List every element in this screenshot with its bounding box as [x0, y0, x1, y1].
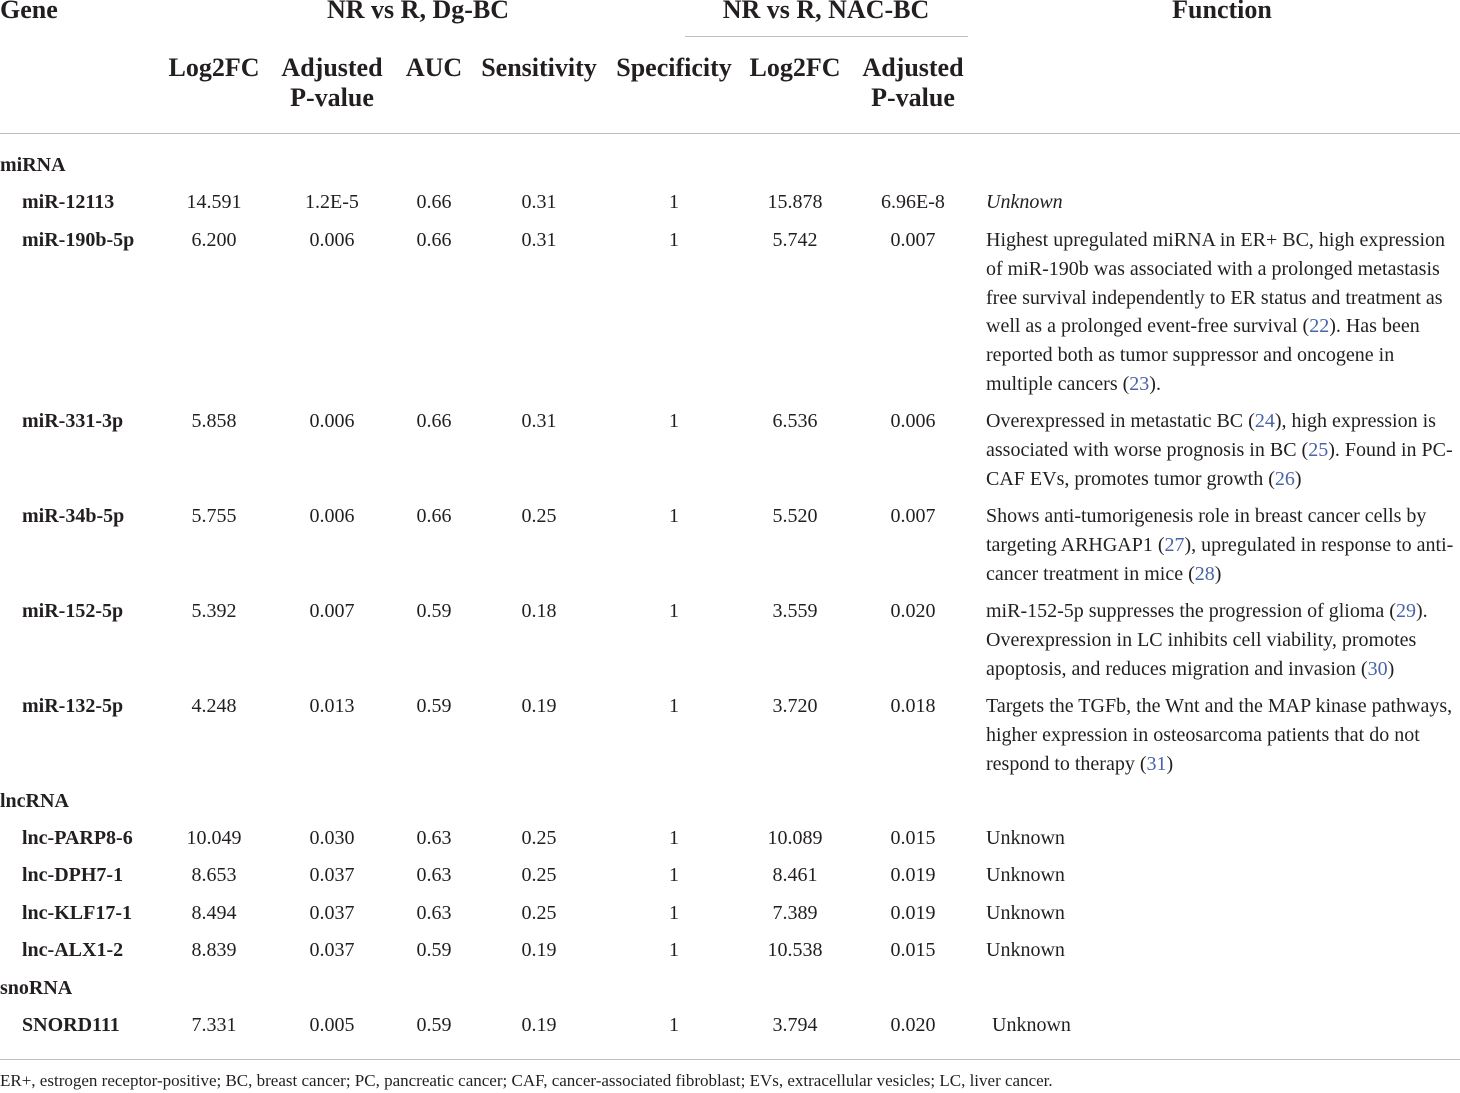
- cell-padj: 0.030: [309, 827, 355, 849]
- cell-padj-nac: 0.015: [890, 827, 936, 849]
- cell-padj: 0.005: [309, 1014, 355, 1036]
- cell-specificity: 1: [669, 827, 679, 849]
- reference-link[interactable]: 24: [1254, 410, 1275, 432]
- group-nac-underline: [685, 36, 968, 37]
- header-group-nac: NR vs R, NAC-BC: [722, 0, 930, 24]
- cell-sensitivity: 0.18: [521, 600, 557, 622]
- header-specificity: Specificity: [616, 53, 732, 82]
- reference-link[interactable]: 30: [1367, 657, 1388, 680]
- cell-log2fc-nac: 6.536: [772, 410, 818, 432]
- cell-sensitivity: 0.25: [521, 902, 557, 924]
- gene-name: miR-190b-5p: [22, 229, 135, 251]
- cell-padj-nac: 0.007: [890, 229, 936, 251]
- cell-specificity: 1: [669, 600, 679, 622]
- cell-padj: 0.037: [309, 902, 355, 924]
- cell-specificity: 1: [669, 191, 679, 213]
- table-footnote: ER+, estrogen receptor-positive; BC, breast cancer; PC, pancreatic cancer; CAF, cancer-associated fibroblast; EVs, extracellular vesicles; LC, liver cancer.: [0, 1071, 1053, 1090]
- cell-padj: 0.007: [309, 600, 355, 622]
- cell-auc: 0.66: [416, 191, 452, 213]
- cell-log2fc-nac: 5.742: [772, 229, 818, 251]
- cell-padj-nac: 0.018: [890, 695, 936, 717]
- cell-auc: 0.63: [416, 864, 452, 886]
- cell-padj-nac: 6.96E-8: [881, 191, 945, 213]
- header-bottom-rule: [0, 133, 1460, 134]
- cell-padj-nac: 0.020: [890, 600, 936, 622]
- cell-padj-nac: 0.019: [890, 902, 936, 924]
- gene-name: miR-331-3p: [22, 410, 124, 432]
- header-adjusted-nac: Adjusted: [862, 53, 964, 82]
- header-log2fc: Log2FC: [168, 53, 260, 82]
- header-gene: Gene: [0, 0, 58, 24]
- cell-padj: 0.013: [309, 695, 355, 717]
- cell-log2fc: 8.494: [191, 902, 237, 924]
- reference-link[interactable]: 29: [1395, 600, 1416, 622]
- cell-function: Highest upregulated miRNA in ER+ BC, high expression of miR-190b was associated with a prolonged metastasis free survival independently to ER status and treatment as well as a prolonged event-free survival (22). Has been reported both as tumor suppressor and oncogene in multiple cancers (23).: [986, 229, 1446, 395]
- cell-log2fc: 8.839: [191, 939, 237, 961]
- cell-sensitivity: 0.25: [521, 827, 557, 849]
- cell-padj: 0.006: [309, 229, 355, 251]
- header-auc: AUC: [405, 53, 463, 82]
- cell-padj-nac: 0.019: [890, 864, 936, 886]
- reference-link[interactable]: 22: [1309, 315, 1330, 338]
- cell-function: Unknown: [986, 191, 1063, 213]
- cell-log2fc: 6.200: [191, 229, 237, 251]
- cell-log2fc: 8.653: [191, 864, 237, 886]
- cell-auc: 0.59: [416, 600, 452, 622]
- gene-name: miR-132-5p: [22, 695, 124, 717]
- cell-function: Shows anti-tumorigenesis role in breast cancer cells by targeting ARHGAP1 (27), upregulated in response to anti-cancer treatment in mice (28): [986, 505, 1454, 585]
- gene-name: miR-34b-5p: [22, 505, 125, 527]
- cell-function: Unknown: [986, 902, 1065, 924]
- cell-log2fc-nac: 10.538: [767, 939, 823, 961]
- cell-padj: 1.2E-5: [305, 191, 359, 213]
- reference-link[interactable]: 25: [1308, 438, 1329, 461]
- header-function: Function: [1172, 0, 1272, 24]
- cell-log2fc: 10.049: [186, 827, 242, 849]
- gene-name: miR-12113: [22, 191, 115, 213]
- cell-function: Unknown: [986, 864, 1065, 886]
- cell-sensitivity: 0.25: [521, 505, 557, 527]
- cell-sensitivity: 0.31: [521, 229, 557, 251]
- section-snorna: snoRNA: [0, 977, 73, 999]
- header-log2fc-nac: Log2FC: [749, 53, 841, 82]
- gene-name: miR-152-5p: [22, 600, 124, 622]
- cell-sensitivity: 0.31: [521, 410, 557, 432]
- cell-specificity: 1: [669, 505, 679, 527]
- cell-log2fc-nac: 7.389: [772, 902, 818, 924]
- cell-function: Unknown: [992, 1014, 1071, 1036]
- reference-link[interactable]: 23: [1129, 372, 1150, 395]
- reference-link[interactable]: 27: [1164, 533, 1185, 556]
- cell-specificity: 1: [669, 695, 679, 717]
- section-mirna: miRNA: [0, 154, 66, 176]
- reference-link[interactable]: 26: [1274, 467, 1295, 490]
- gene-name: lnc-ALX1-2: [22, 939, 124, 961]
- cell-auc: 0.59: [416, 1014, 452, 1036]
- cell-log2fc-nac: 8.461: [772, 864, 818, 886]
- cell-log2fc-nac: 3.720: [772, 695, 818, 717]
- cell-function: Overexpressed in metastatic BC (24), high expression is associated with worse prognosis in BC (25). Found in PC-CAF EVs, promotes tumor growth (26): [986, 410, 1453, 490]
- reference-link[interactable]: 28: [1194, 562, 1215, 585]
- cell-sensitivity: 0.19: [521, 1014, 557, 1036]
- cell-function: Unknown: [986, 827, 1065, 849]
- cell-auc: 0.59: [416, 939, 452, 961]
- cell-sensitivity: 0.31: [521, 191, 557, 213]
- cell-auc: 0.66: [416, 410, 452, 432]
- cell-sensitivity: 0.25: [521, 864, 557, 886]
- header-pvalue: P-value: [290, 83, 374, 112]
- header-sensitivity: Sensitivity: [481, 53, 597, 82]
- gene-name: lnc-PARP8-6: [22, 827, 133, 849]
- cell-function: miR-152-5p suppresses the progression of glioma (29). Overexpression in LC inhibits cell viability, promotes apoptosis, and reduces migration and invasion (30): [986, 600, 1428, 680]
- cell-padj: 0.037: [309, 939, 355, 961]
- header-pvalue-nac: P-value: [871, 83, 955, 112]
- cell-auc: 0.66: [416, 229, 452, 251]
- cell-log2fc-nac: 10.089: [767, 827, 823, 849]
- cell-padj-nac: 0.015: [890, 939, 936, 961]
- reference-link[interactable]: 31: [1146, 752, 1167, 775]
- gene-name: SNORD111: [22, 1014, 120, 1036]
- cell-log2fc-nac: 15.878: [767, 191, 823, 213]
- cell-log2fc: 5.858: [191, 410, 237, 432]
- cell-log2fc-nac: 3.559: [772, 600, 818, 622]
- cell-padj-nac: 0.007: [890, 505, 936, 527]
- cell-function: Targets the TGFb, the Wnt and the MAP kinase pathways, higher expression in osteosarcoma patients that do not respond to therapy (31): [986, 695, 1453, 775]
- table-bottom-rule: [0, 1059, 1460, 1060]
- header-adjusted: Adjusted: [281, 53, 383, 82]
- cell-log2fc-nac: 3.794: [772, 1014, 818, 1036]
- cell-specificity: 1: [669, 902, 679, 924]
- cell-function: Unknown: [986, 939, 1065, 961]
- gene-name: lnc-DPH7-1: [22, 864, 124, 886]
- cell-auc: 0.63: [416, 827, 452, 849]
- cell-specificity: 1: [669, 410, 679, 432]
- cell-padj-nac: 0.020: [890, 1014, 936, 1036]
- cell-specificity: 1: [669, 939, 679, 961]
- cell-specificity: 1: [669, 864, 679, 886]
- gene-name: lnc-KLF17-1: [22, 902, 132, 924]
- cell-padj: 0.006: [309, 410, 355, 432]
- cell-sensitivity: 0.19: [521, 939, 557, 961]
- cell-padj-nac: 0.006: [890, 410, 936, 432]
- cell-sensitivity: 0.19: [521, 695, 557, 717]
- cell-specificity: 1: [669, 229, 679, 251]
- cell-log2fc: 5.755: [191, 505, 237, 527]
- cell-log2fc: 5.392: [191, 600, 237, 622]
- cell-log2fc: 7.331: [191, 1014, 237, 1036]
- header-group-dg: NR vs R, Dg-BC: [327, 0, 509, 24]
- cell-log2fc: 4.248: [191, 695, 237, 717]
- cell-auc: 0.66: [416, 505, 452, 527]
- cell-log2fc: 14.591: [186, 191, 242, 213]
- cell-specificity: 1: [669, 1014, 679, 1036]
- cell-log2fc-nac: 5.520: [772, 505, 818, 527]
- section-lncrna: lncRNA: [0, 790, 69, 812]
- cell-padj: 0.037: [309, 864, 355, 886]
- cell-auc: 0.59: [416, 695, 452, 717]
- cell-padj: 0.006: [309, 505, 355, 527]
- cell-auc: 0.63: [416, 902, 452, 924]
